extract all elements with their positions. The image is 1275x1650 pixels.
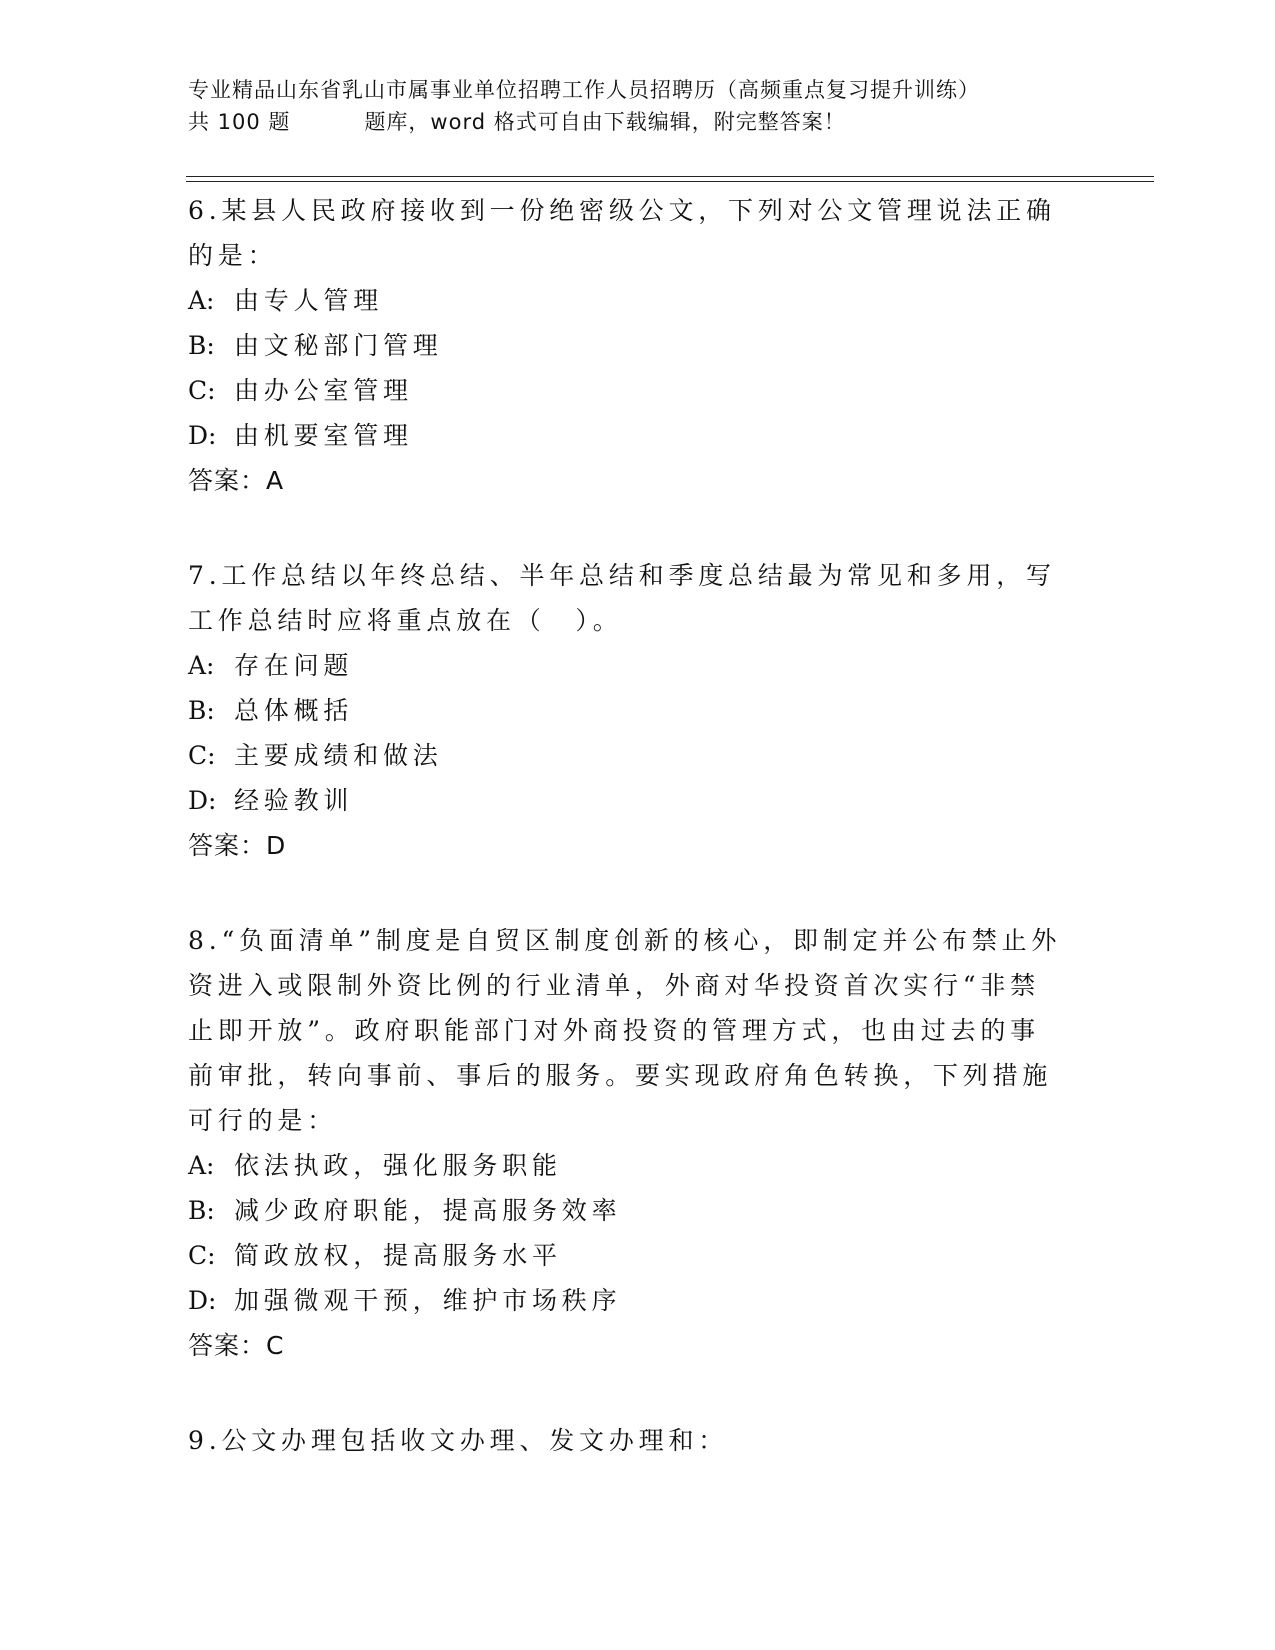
option-key: C: <box>188 741 216 770</box>
option-c <box>188 1233 1068 1278</box>
option-d <box>188 413 1068 458</box>
option-key: A: <box>188 1151 215 1180</box>
option-key: D: <box>188 421 217 450</box>
option-text: 依法执政，强化服务职能 <box>234 1151 562 1180</box>
option-text: 加强微观干预，维护市场秩序 <box>234 1286 622 1315</box>
option-a <box>188 278 1068 323</box>
option-d <box>188 1278 1068 1323</box>
option-b <box>188 1188 1068 1233</box>
answer-line: 答案：A <box>188 466 285 495</box>
option-key: C: <box>188 1241 216 1270</box>
option-text: 由机要室管理 <box>234 421 413 450</box>
option-text: 存在问题 <box>234 651 354 680</box>
document-header <box>188 74 1088 138</box>
option-b <box>188 323 1068 368</box>
option-text: 简政放权，提高服务水平 <box>234 1241 562 1270</box>
option-c <box>188 368 1068 413</box>
header-divider-bottom <box>186 181 1154 182</box>
answer-line: 答案：C <box>188 1331 285 1360</box>
option-text: 由专人管理 <box>234 286 384 315</box>
option-key: A: <box>188 651 215 680</box>
option-text: 减少政府职能，提高服务效率 <box>234 1196 622 1225</box>
question-9 <box>188 1418 1068 1463</box>
option-text: 主要成绩和做法 <box>234 741 443 770</box>
option-key: D: <box>188 1286 217 1315</box>
document-subtitle <box>188 106 1088 138</box>
option-text: 由文秘部门管理 <box>234 331 443 360</box>
option-b <box>188 688 1068 733</box>
question-list <box>188 188 1068 1513</box>
option-text: 总体概括 <box>234 696 354 725</box>
question-7 <box>188 553 1068 868</box>
document-description: 题库，word 格式可自由下载编辑，附完整答案！ <box>364 110 846 134</box>
question-text: 9.公文办理包括收文办理、发文办理和： <box>188 1426 729 1455</box>
option-d <box>188 778 1068 823</box>
option-key: A: <box>188 286 215 315</box>
option-a <box>188 1143 1068 1188</box>
option-key: C: <box>188 376 216 405</box>
document-title: 专业精品山东省乳山市属事业单位招聘工作人员招聘历（高频重点复习提升训练） <box>188 78 980 102</box>
question-8 <box>188 918 1068 1368</box>
question-text: 8.“负面清单”制度是自贸区制度创新的核心，即制定并公布禁止外资进入或限制外资比例的行业清单，外商对华投资首次实行“非禁止即开放”。政府职能部门对外商投资的管理方式，也由过去的事前审批，转向事前、事后的服务。要实现政府角色转换，下列措施可行的是： <box>188 926 1062 1135</box>
header-divider-top <box>186 176 1154 177</box>
option-key: B: <box>188 696 215 725</box>
question-6 <box>188 188 1068 503</box>
option-a <box>188 643 1068 688</box>
option-key: B: <box>188 331 215 360</box>
option-text: 经验教训 <box>234 786 354 815</box>
option-text: 由办公室管理 <box>234 376 413 405</box>
option-key: B: <box>188 1196 215 1225</box>
answer-line: 答案：D <box>188 831 287 860</box>
option-c <box>188 733 1068 778</box>
question-count: 共 100 题 <box>188 110 291 134</box>
question-text: 6.某县人民政府接收到一份绝密级公文，下列对公文管理说法正确的是： <box>188 196 1056 270</box>
option-key: D: <box>188 786 217 815</box>
question-text: 7.工作总结以年终总结、半年总结和季度总结最为常见和多用，写工作总结时应将重点放在（ ）。 <box>188 561 1056 635</box>
